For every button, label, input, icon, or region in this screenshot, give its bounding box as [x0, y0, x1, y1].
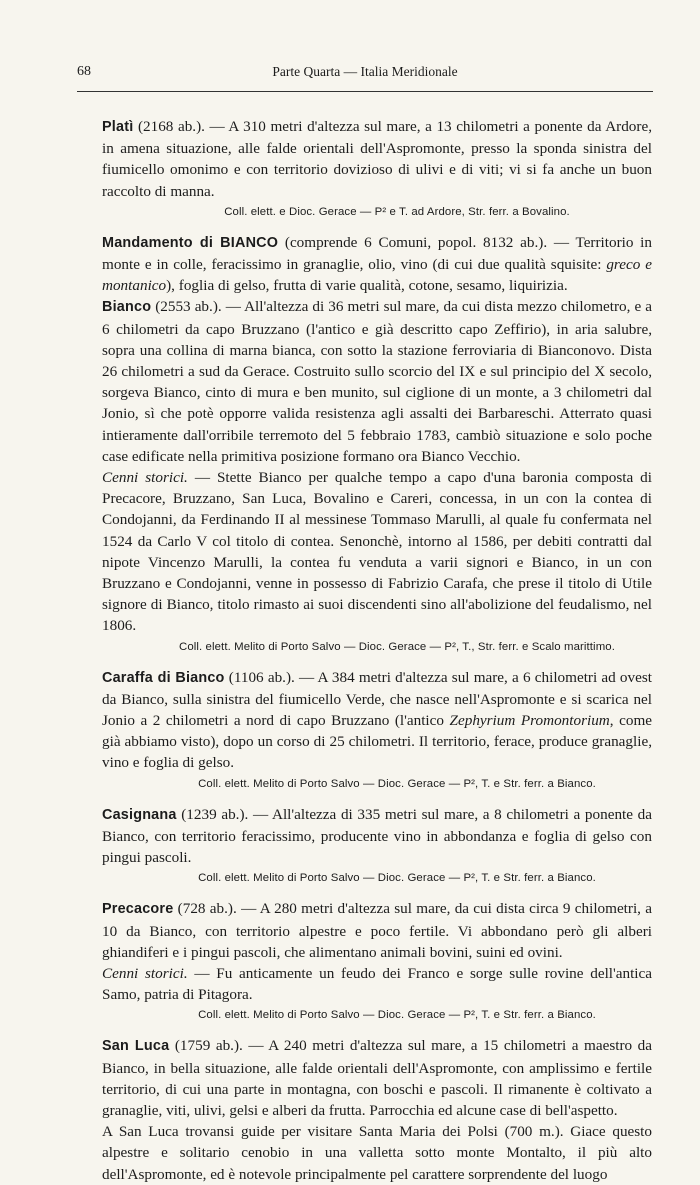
- collegio-line: Coll. elett. e Dioc. Gerace — P² e T. ad Ardore, Str. ferr. a Bovalino.: [224, 205, 570, 218]
- latin-name: Zephyrium Promontorium: [449, 712, 610, 730]
- entry-text: (2553 ab.). — All'altezza di 36 metri sul mare, da cui dista mezzo chilometro, e a 6 chilometri da capo Bruzzano (l'antico e già descritto capo Zeffirio), in aria salubre, sopra una collina di marna bianca, con sotto la stazione ferroviaria di Bianconovo. Dista 26 chilometri a sud da Gerace. Costruito sullo scorcio del IX e sul principio del X secolo, sorgeva Bianco, cinto di mura e ben munito, sul ciglione di un monte, a 3 chilometri dal Jonio, sì che potè opporre valida resistenza agli assalti dei Barbareschi. Atterrato quasi intieramente dall'orribile terremoto del 5 febbraio 1783, cambiò situazione e solo poche case edificate nella primitiva posizione formano ora Bianco Vecchio.: [102, 298, 652, 465]
- entry-text: (1759 ab.). — A 240 metri d'altezza sul mare, a 15 chilometri a maestro da Bianco, in bella situazione, alle falde orientali dell'Aspromonte, con amplissimo e fertile territorio, di cui una parte in montagna, con boschi e pascoli. Il rimanente è coltivato a granaglie, viti, ulivi, gelsi e alberi da frutta. Parrocchia ed alcune case di bell'aspetto.: [102, 1037, 653, 1119]
- entry-caraffa: [102, 667, 652, 774]
- page-header: [77, 62, 653, 84]
- mandamento-paragraph: [102, 232, 652, 297]
- entry-text-end: , come già abbiamo visto), dopo un corso di 25 chilometri. Il territorio, ferace, produce granaglie, vino e foglia di gelso.: [102, 712, 652, 772]
- entry-title: Platì: [102, 119, 134, 135]
- header-rule: [77, 91, 653, 92]
- entry-text: (1239 ab.). — All'altezza di 335 metri sul mare, a 8 chilometri a ponente da Bianco, con territorio feracissimo, producente vino in abbondanza e foglia di gelso con pingui pascoli.: [102, 805, 652, 867]
- entry-title: Caraffa di Bianco: [102, 669, 225, 686]
- entry-text: (2168 ab.). — A 310 metri d'altezza sul mare, a 13 chilometri a ponente da Ardore, in amena situazione, alle falde orientali dell'Aspromonte, presso la sponda sinistra del fiumicello omonimo e con territorio dovizioso di ulivi e di viti; vi si fa anche un buon raccolto di manna.: [102, 118, 652, 200]
- entry-bianco: [102, 296, 652, 467]
- collegio-line: Coll. elett. Melito di Porto Salvo — Dioc. Gerace — P², T. e Str. ferr. a Bianco.: [198, 1009, 596, 1022]
- mandamento-text: (comprende 6 Comuni, popol. 8132 ab.). — Territorio in monte e in colle, feracissimo in granaglie, olio, vino (di cui due qualità squisite:: [102, 233, 652, 274]
- page-number: 68: [77, 64, 91, 79]
- cenni-text: — Fu anticamente un feudo dei Franco e sorge sulle rovine dell'antica Samo, patria di Pitagora.: [102, 964, 653, 1004]
- san-luca-guides-paragraph: A San Luca trovansi guide per visitare Santa Maria dei Polsi (700 m.). Giace questo alpestre e solitario cenobio in una valletta sotto monte Montalto, il più alto dell'Aspromonte, ed è notevole principalmente pel carattere sorprendente del luogo: [102, 1123, 652, 1183]
- entry-title: Bianco: [102, 299, 152, 316]
- entry-san-luca: [102, 1035, 652, 1121]
- bianco-historical-notes: [102, 467, 652, 637]
- entry-plati: [102, 116, 652, 202]
- wine-varieties: greco e montanico: [102, 256, 652, 295]
- cenni-label: Cenni storici.: [102, 469, 188, 487]
- entry-text: (1106 ab.). — A 384 metri d'altezza sul mare, a 6 chilometri ad ovest da Bianco, sulla sinistra del fiumicello Verde, che nasce nell'Aspromonte e si scarica nel Jonio a 2 chilometri a nord di capo Bruzzano (l'antico: [102, 668, 652, 730]
- page-body: [102, 116, 652, 1185]
- entry-text: (728 ab.). — A 280 metri d'altezza sul mare, da cui dista circa 9 chilometri, a 10 da Bianco, con territorio alpestre e poco fertile. Vi abbondano però gli alberi ghiandiferi e i pingui pascoli, che alimentano animali bovini, suini ed ovini.: [102, 900, 652, 961]
- entry-title: Casignana: [102, 806, 177, 823]
- collegio-line: Coll. elett. Melito di Porto Salvo — Dioc. Gerace — P², T. e Str. ferr. a Bianco.: [198, 872, 596, 885]
- precacore-historical-notes: [102, 963, 652, 1005]
- mandamento-text-end: ), foglia di gelso, frutta di varie qualità, cotone, sesamo, liquirizia.: [166, 277, 568, 295]
- entry-title: Precacore: [102, 901, 174, 918]
- cenni-label: Cenni storici.: [102, 964, 188, 982]
- collegio-line: Coll. elett. Melito di Porto Salvo — Dioc. Gerace — P², T. e Str. ferr. a Bianco.: [198, 777, 596, 790]
- cenni-text: — Stette Bianco per qualche tempo a capo d'una baronia composta di Precacore, Bruzzano, San Luca, Bovalino e Careri, concessa, in un con la contea di Condojanni, da Ferdinando II al messinese Tommaso Marulli, al quale fu confermata nel 1524 da Carlo V col titolo di contea. Senonchè, intorno al 1586, per debiti contratti dal nipote Vincenzo Marulli, la contea fu venduta a varii signori e Bianco, in un con Bruzzano e Condojanni, venne in possesso di Fabrizio Carafa, che prese il titolo di Utile signore di Bianco, titolo rimasto ai suoi discendenti sino all'abolizione del feudalismo, nel 1806.: [102, 469, 652, 635]
- collegio-line: Coll. elett. Melito di Porto Salvo — Dioc. Gerace — P², T., Str. ferr. e Scalo marittimo.: [179, 640, 615, 653]
- mandamento-title: Mandamento di BIANCO: [102, 234, 279, 251]
- entry-precacore: [102, 898, 652, 963]
- entry-casignana: [102, 804, 652, 869]
- entry-title: San Luca: [102, 1038, 170, 1055]
- running-title: Parte Quarta — Italia Meridionale: [272, 64, 458, 79]
